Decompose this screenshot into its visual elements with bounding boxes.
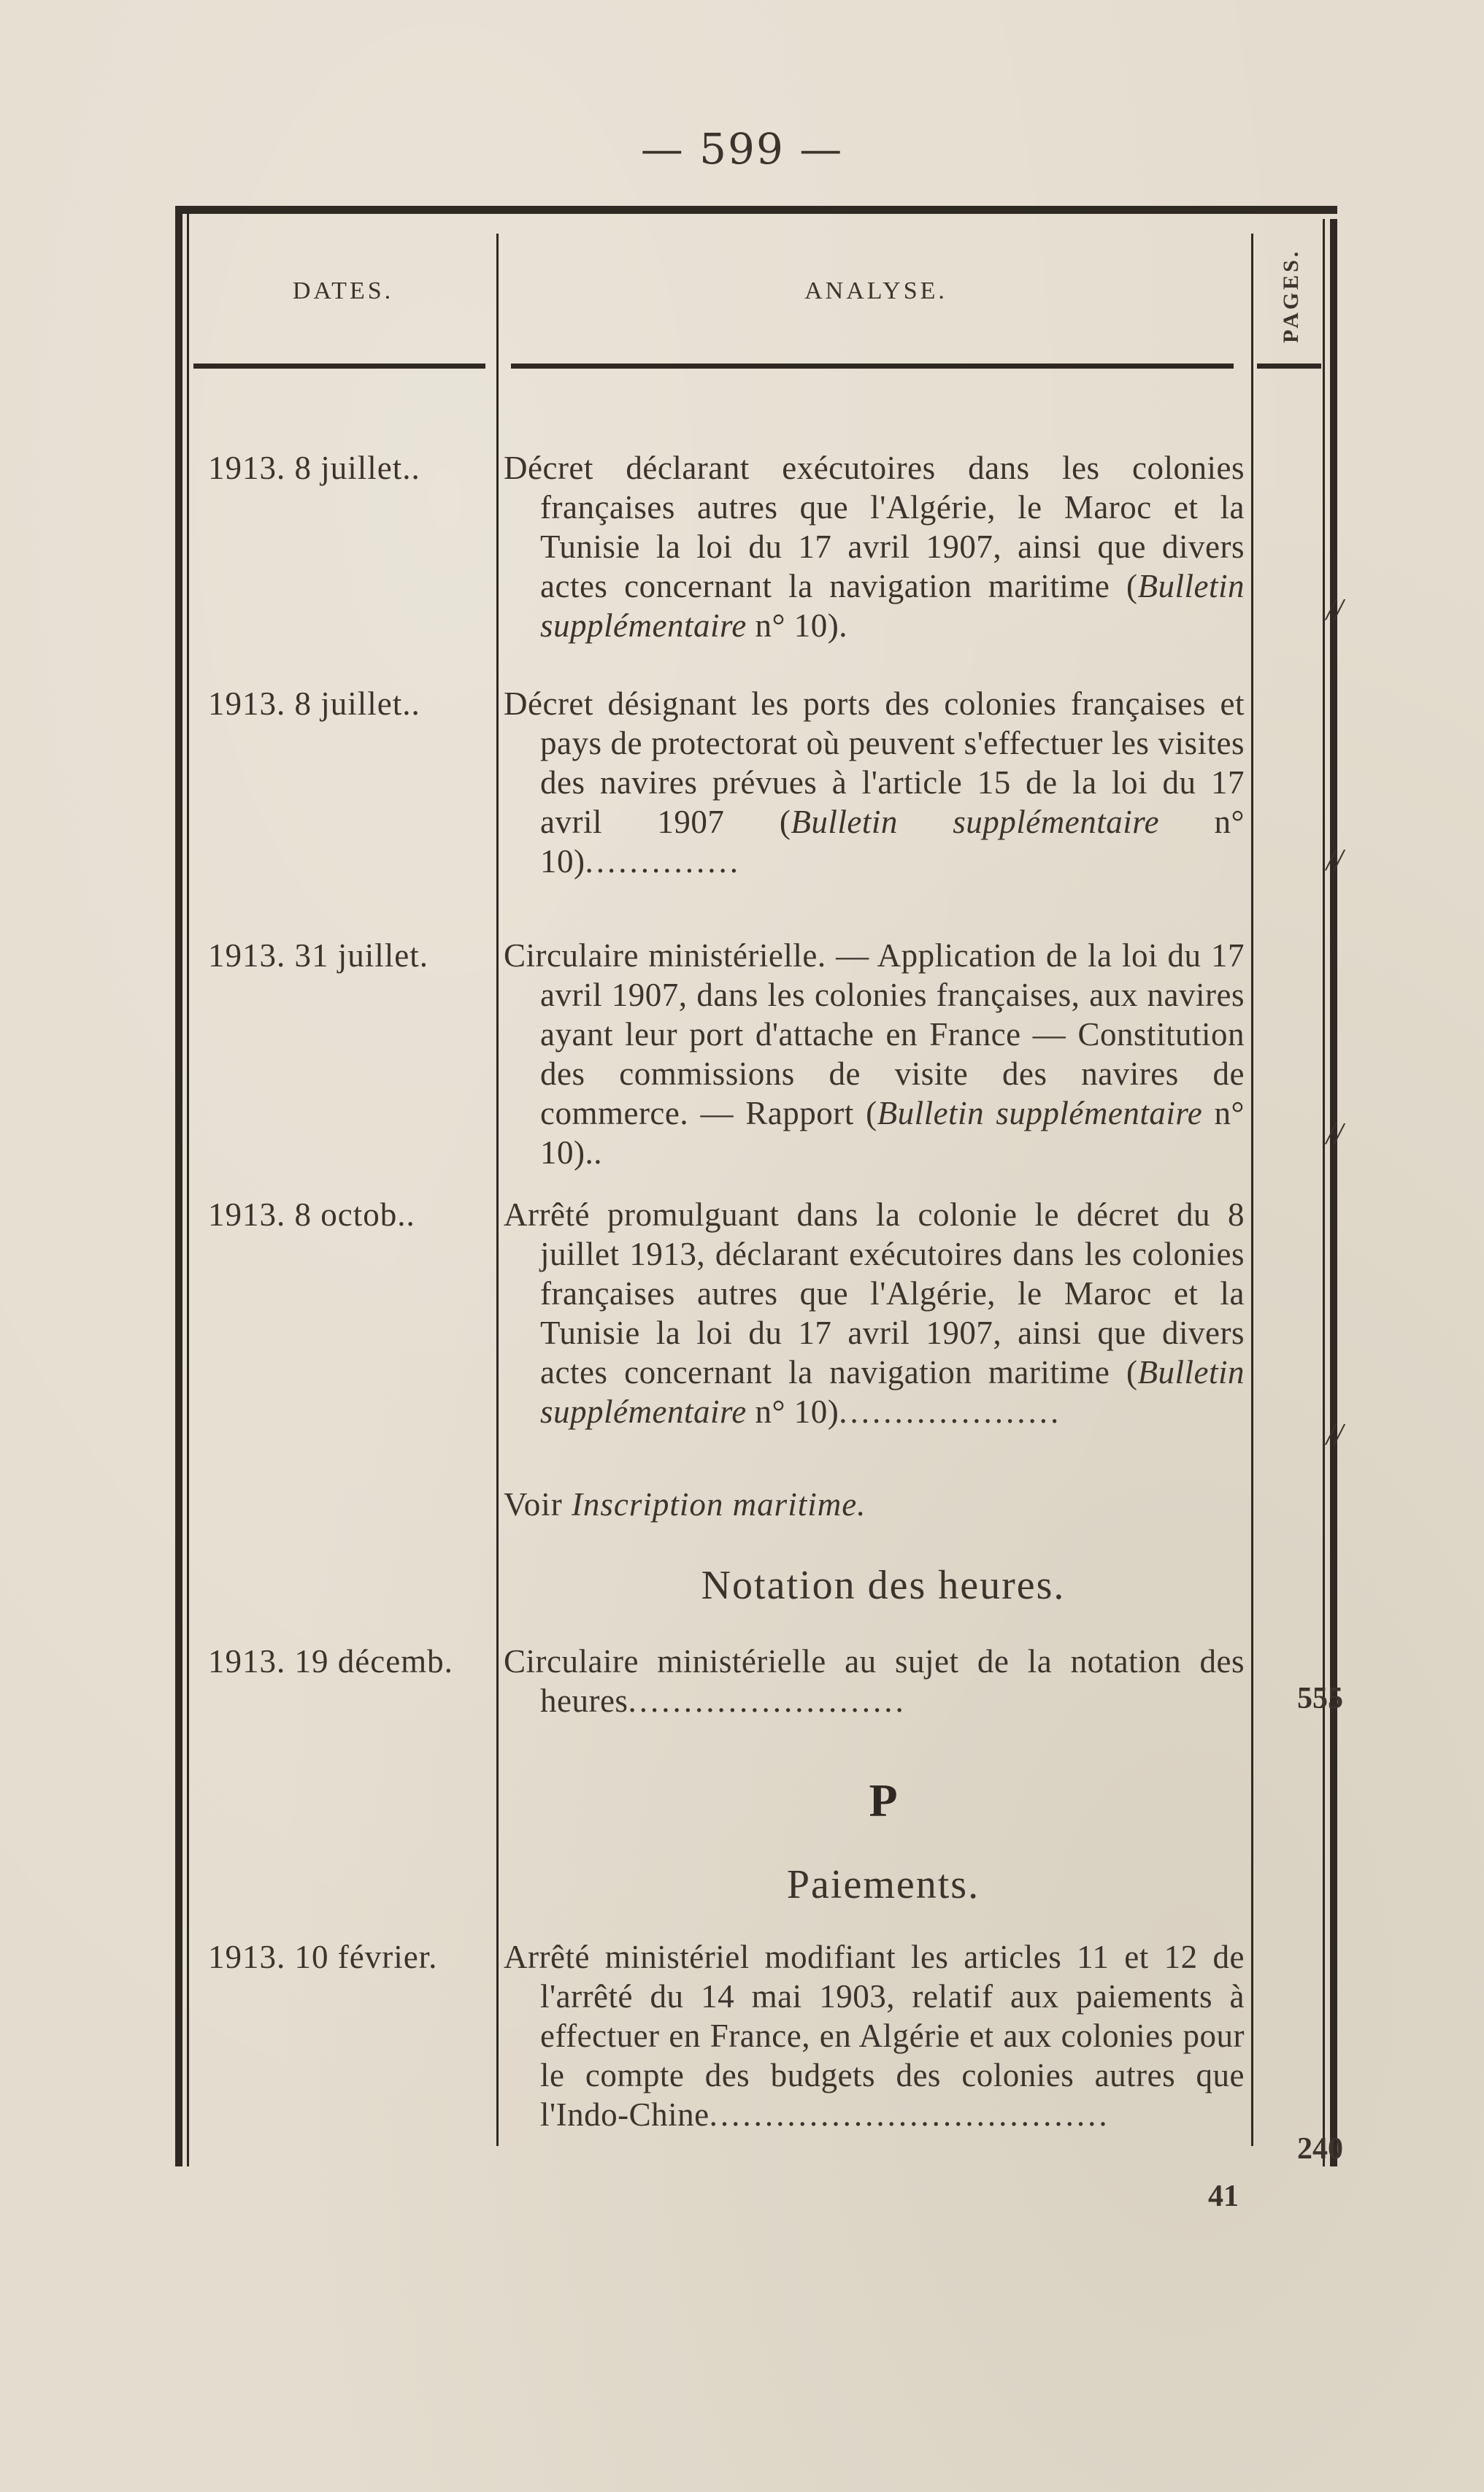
- entry-analysis: [504, 448, 1245, 645]
- see-also-reference: Inscription maritime.: [571, 1486, 866, 1523]
- leader-dots: ....................: [839, 1393, 1062, 1430]
- entry-date: 1913. 19 décemb.: [208, 1643, 453, 1680]
- header-underline-analysis: [511, 364, 1234, 369]
- entry-text-after: n° 10): [746, 1393, 839, 1430]
- entry-bulletin: Bulletin supplémentaire: [540, 568, 1245, 644]
- table-left-border-inner: [187, 212, 189, 2166]
- header-pages: PAGES.: [1279, 248, 1303, 343]
- see-also-note: [504, 1485, 866, 1523]
- entry-analysis: [504, 1195, 1245, 1431]
- column-divider-dates: [496, 234, 499, 2146]
- entry-date: 1913. 8 juillet..: [208, 685, 420, 722]
- entry-page-ref: //: [1326, 1418, 1343, 1452]
- entry-analysis: [504, 1937, 1245, 2134]
- entry-text: Décret déclarant exécutoires dans les colonies françaises autres que l'Algérie, le Maroc et la Tunisie la loi du 17 avril 1907, ainsi que divers actes concernant la navigation maritime (: [504, 450, 1245, 604]
- entry-date: 1913. 8 juillet..: [208, 450, 420, 486]
- entry-page-ref: //: [1326, 844, 1343, 877]
- printer-signature: 41: [1208, 2180, 1239, 2213]
- entry-text: Circulaire ministérielle. — Application de la loi du 17 avril 1907, dans les colonies françaises, aux navires ayant leur port d'attache en France — Constitution des commissions de visite des navires de commerce. — Rapport (: [504, 937, 1245, 1131]
- entry-analysis: [504, 1642, 1245, 1720]
- see-also-prefix: Voir: [504, 1486, 572, 1523]
- entry-analysis: [504, 936, 1245, 1172]
- entry-date: 1913. 8 octob..: [208, 1196, 415, 1233]
- table-right-border-inner: [1323, 219, 1325, 2166]
- leader-dots: ..............: [585, 843, 741, 880]
- table-left-border: [175, 212, 182, 2166]
- entry-text-after: n° 10).: [746, 607, 848, 644]
- entry-text: Arrêté ministériel modifiant les articles 11 et 12 de l'arrêté du 14 mai 1903, relatif aux paiements à effectuer en France, en Algérie et aux colonies pour le compte des budgets des colonies autres que l'Indo-Chine: [504, 1939, 1245, 2133]
- section-title-paiements: Paiements.: [786, 1862, 980, 1907]
- header-underline-dates: [193, 364, 485, 369]
- entry-page-ref: //: [1326, 1118, 1343, 1151]
- entry-date: 1913. 10 février.: [208, 1939, 438, 1975]
- header-dates: DATES.: [292, 277, 394, 304]
- table-right-border: [1330, 219, 1337, 2166]
- leader-dots: ....................................: [709, 2096, 1110, 2133]
- column-divider-pages: [1251, 234, 1253, 2146]
- table-top-rule: [175, 206, 1337, 214]
- leader-dots: .........................: [628, 1683, 907, 1719]
- header-analysis: ANALYSE.: [804, 277, 947, 304]
- section-letter: P: [869, 1774, 898, 1826]
- entry-text: Décret désignant les ports des colonies françaises et pays de protectorat où peuvent s'effectuer les visites des navires prévues à l'article 15 de la loi du 17 avril 1907 (: [504, 685, 1245, 840]
- entry-page-ref: //: [1326, 593, 1343, 627]
- entry-text: Circulaire ministérielle au sujet de la notation des heures: [504, 1643, 1245, 1719]
- section-title-notation: Notation des heures.: [701, 1563, 1066, 1608]
- entry-bulletin: Bulletin supplémentaire: [791, 804, 1160, 840]
- header-underline-pages: [1257, 364, 1321, 369]
- entry-page-ref: 555: [1297, 1682, 1343, 1715]
- entry-analysis: [504, 684, 1245, 881]
- entry-bulletin: Bulletin supplémentaire: [877, 1095, 1203, 1131]
- entry-text-after: n° 10): [540, 804, 1245, 880]
- entry-text-after: n° 10)..: [540, 1095, 1245, 1171]
- entry-bulletin: Bulletin supplémentaire: [540, 1354, 1245, 1430]
- entry-date: 1913. 31 juillet.: [208, 937, 428, 974]
- page-number: — 599 —: [640, 124, 844, 174]
- entry-page-ref: 240: [1297, 2132, 1343, 2166]
- entry-text: Arrêté promulguant dans la colonie le décret du 8 juillet 1913, déclarant exécutoires dans les colonies françaises autres que l'Algérie, le Maroc et la Tunisie la loi du 17 avril 1907, ainsi que divers actes concernant la navigation maritime (: [504, 1196, 1245, 1391]
